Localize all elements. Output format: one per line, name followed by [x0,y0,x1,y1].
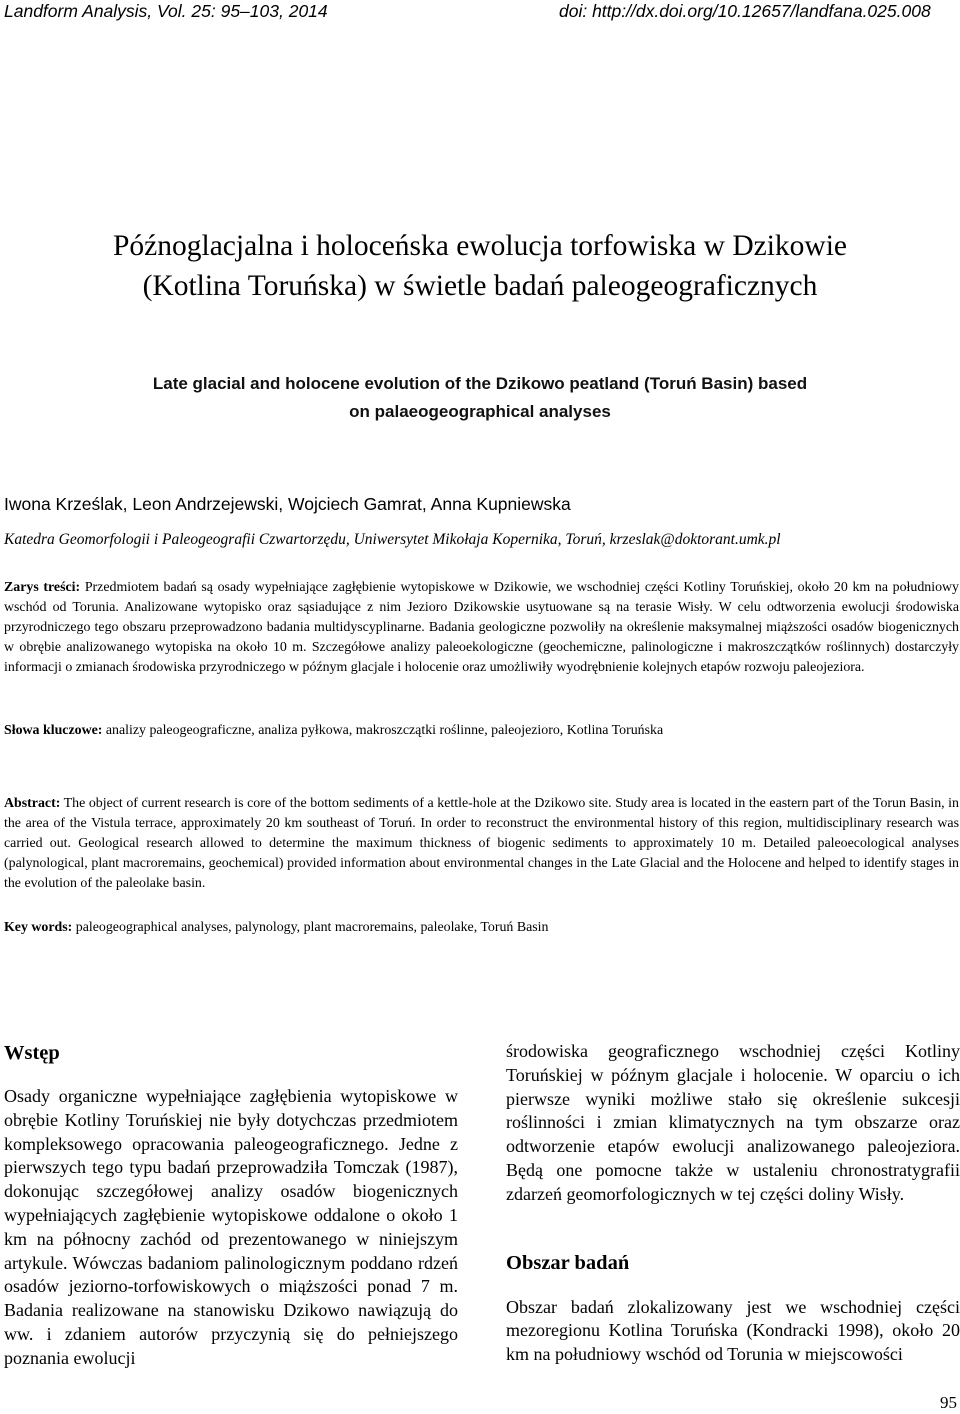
abstract-english-label: Abstract: [4,796,61,811]
keywords-english [4,918,959,938]
keywords-english-label: Key words: [4,920,73,935]
author-list: Iwona Krześlak, Leon Andrzejewski, Wojciech Gamrat, Anna Kupniewska [4,494,571,514]
title-polish [0,226,960,306]
keywords-english-text: paleogeographical analyses, palynology, plant macroremains, paleolake, Toruń Basin [75,920,549,935]
abstract-polish-label: Zarys treści: [4,580,81,595]
doi-link[interactable]: doi: http://dx.doi.org/10.12657/landfana.025.008 [559,1,931,21]
author-affiliation: Katedra Geomorfologii i Paleogeografii Czwartorzędu, Uniwersytet Mikołaja Kopernika, Toruń, krzeslak@doktorant.umk.pl [4,531,781,548]
journal-citation: Landform Analysis, Vol. 25: 95–103, 2014 [4,1,328,21]
keywords-polish-text: analizy paleogeograficzne, analiza pyłkowa, makroszczątki roślinne, paleojezioro, Kotlina Toruńska [105,723,664,738]
abstract-english [4,794,959,894]
abstract-polish-text: Przedmiotem badań są osady wypełniające zagłębienie wytopiskowe w Dzikowie, we wschodniej części Kotliny Toruńskiej, około 20 km na południowy wschód od Torunia. Analizowane wytopisko oraz sąsiadujące z nim Jezioro Dzikowskie usytuowane są na terasie Wisły. W celu odtworzenia ewolucji środowiska przyrodniczego tego obszaru przeprowadzono badania multidyscyplinarne. Badania geologiczne pozwoliły na określenie maksymalnej miąższości osadów biogenicznych w obrębie analizowanego wytopiska na około 10 m. Szczegółowe analizy paleoekologiczne (geochemiczne, palinologiczne i makroszczątków roślinnych) dostarczyły informacji o zmianach środowiska przyrodniczego w późnym glacjale i holocenie oraz umożliwiły wyodrębnienie kolejnych etapów rozwoju paleojeziora. [4,580,960,675]
keywords-polish-label: Słowa kluczowe: [4,723,103,738]
page-number: 95 [940,1393,957,1412]
body-column-right [506,1040,960,1367]
title-english-line-1: Late glacial and holocene evolution of the Dzikowo peatland (Toruń Basin) based [152,374,808,393]
intro-paragraph-continued: środowiska geograficznego wschodniej części Kotliny Toruńskiej w późnym glacjale i holocenie. W oparciu o ich pierwsze wyniki możliwe stało się określenie sukcesji roślinności i zmian klimatycznych na tym obszarze oraz odtworzenie etapów ewolucji analizowanego paleojeziora. Będą one pomocne także w ustaleniu chronostratygrafii zdarzeń geomorfologicznych w tej części doliny Wisły. [506,1041,960,1204]
section-heading-intro: Wstęp [4,1042,60,1064]
title-english-line-2: on palaeogeographical analyses [349,402,611,421]
intro-paragraph: Osady organiczne wypełniające zagłębienia wytopiskowe w obrębie Kotliny Toruńskiej nie były dotychczas przedmiotem kompleksowego opracowania paleogeograficznego. Jedne z pierwszych tego typu badań przeprowadziła Tomczak (1987), dokonując szczegółowej analizy osadów biogenicznych wypełniających zagłębienie wytopiskowe oddalone o około 1 km na północny zachód od prezentowanego w niniejszym artykule. Wówczas badaniom palinologicznym poddano rdzeń osadów jeziorno-torfowiskowych o miąższości ponad 7 m. Badania realizowane na stanowisku Dzikowo nawiązują do ww. i zdaniem autorów przyczynią się do pełniejszego poznania ewolucji [4,1086,458,1368]
title-english [0,370,960,426]
section-heading-study-area: Obszar badań [506,1251,630,1274]
title-polish-line-1: Późnoglacjalna i holoceńska ewolucja torfowiska w Dzikowie [113,230,847,262]
study-area-paragraph: Obszar badań zlokalizowany jest we wschodniej części mezoregionu Kotlina Toruńska (Kondracki 1998), około 20 km na południowy wschód od Torunia w miejscowości [506,1296,960,1365]
title-polish-line-2: (Kotlina Toruńska) w świetle badań paleogeograficznych [142,270,818,302]
body-column-left [4,1040,458,1371]
abstract-english-text: The object of current research is core of the bottom sediments of a kettle-hole at the Dzikowo site. Study area is located in the eastern part of the Torun Basin, in the area of the Vistula terrace, approximately 20 km southeast of Toruń. In order to reconstruct the environmental history of this region, multidisciplinary research was carried out. Geological research allowed to determine the maximum thickness of biogenic sediments to approximately 10 m. Detailed paleoecological analyses (palynological, plant macroremains, geochemical) provided information about environmental changes in the Late Glacial and the Holocene and helped to identify stages in the evolution of the paleolake basin. [4,796,959,891]
keywords-polish [4,721,959,741]
abstract-polish [4,578,959,678]
